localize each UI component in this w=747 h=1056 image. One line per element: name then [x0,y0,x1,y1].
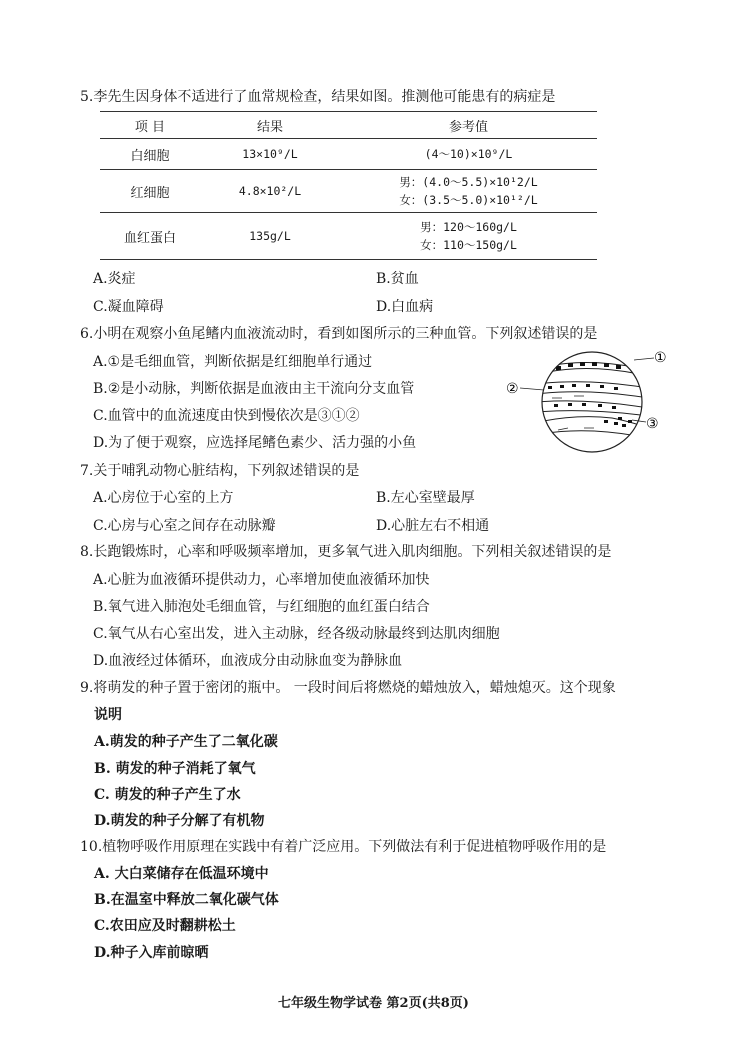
table-cell-result: 13×10⁹/L [200,139,340,170]
table-cell-item: 白细胞 [100,139,200,170]
q5-option-c: C.凝血障碍 [93,299,164,315]
q5-stem: 5.李先生因身体不适进行了血常规检查，结果如图。推测他可能患有的病症是 [80,89,556,105]
table-cell-result: 4.8×10²/L [200,170,340,213]
q9-option-c: C. 萌发的种子产生了水 [94,787,241,803]
q5-option-b: B.贫血 [376,271,419,287]
q7-option-a: A.心房位于心室的上方 [93,490,234,506]
table-cell-item: 血红蛋白 [100,213,200,260]
q7-option-d: D.心脏左右不相通 [376,518,490,534]
label-vessel-1: ① [654,350,667,366]
q8-option-a: A.心脏为血液循环提供动力，心率增加使血液循环加快 [93,572,430,588]
label-vessel-3: ③ [646,416,659,432]
blood-vessel-figure [508,348,668,456]
q9-option-a: A.萌发的种子产生了二氧化碳 [94,734,278,750]
q5-option-d: D.白血病 [376,299,434,315]
table-cell-item: 红细胞 [100,170,200,213]
table-header-item: 项 目 [100,112,200,139]
q10-option-b: B.在温室中释放二氧化碳气体 [94,892,279,908]
q7-stem: 7.关于哺乳动物心脏结构，下列叙述错误的是 [80,463,360,479]
q5-option-a: A.炎症 [93,271,136,287]
q9-stem-continued: 说明 [94,707,122,723]
label-vessel-2: ② [506,381,519,397]
ref-line-male: 男：(4.0～5.5)×10¹2/L [399,175,538,189]
q9-stem: 9.将萌发的种子置于密闭的瓶中。 一段时间后将燃烧的蜡烛放入，蜡烛熄灭。这个现象 [80,680,616,696]
ref-line-female: 女：(3.5～5.0)×10¹²/L [399,193,538,207]
table-row [100,170,597,213]
table-row [100,139,597,170]
ref-line-male: 男：120～160g/L [420,220,517,234]
table-header-result: 结果 [200,112,340,139]
q7-option-b: B.左心室壁最厚 [376,490,475,506]
table-cell-reference [340,170,597,213]
q8-option-d: D.血液经过体循环，血液成分由动脉血变为静脉血 [93,653,403,669]
table-header-row [100,112,597,139]
q6-option-b: B.②是小动脉，判断依据是血液由主干流向分支血管 [93,381,415,397]
q8-option-c: C.氧气从右心室出发，进入主动脉，经各级动脉最终到达肌肉细胞 [93,626,500,642]
q8-option-b: B.氧气进入肺泡处毛细血管，与红细胞的血红蛋白结合 [93,599,430,615]
q10-option-a: A. 大白菜储存在低温环境中 [94,866,269,882]
q10-option-d: D.种子入库前晾晒 [94,945,209,961]
q6-stem: 6.小明在观察小鱼尾鳍内血液流动时，看到如图所示的三种血管。下列叙述错误的是 [80,326,598,342]
table-cell-reference [340,139,597,170]
ref-line: (4～10)×10⁹/L [424,147,513,161]
q9-option-d: D.萌发的种子分解了有机物 [94,813,265,829]
q7-option-c: C.心房与心室之间存在动脉瓣 [93,518,276,534]
table-cell-reference [340,213,597,260]
table-row [100,213,597,260]
q10-option-c: C.农田应及时翻耕松土 [94,918,236,934]
q10-stem: 10.植物呼吸作用原理在实践中有着广泛应用。下列做法有利于促进植物呼吸作用的是 [80,839,607,855]
page-footer: 七年级生物学试卷 第2页(共8页) [278,996,469,1011]
q8-stem: 8.长跑锻炼时，心率和呼吸频率增加，更多氧气进入肌肉细胞。下列相关叙述错误的是 [80,544,612,560]
ref-line-female: 女：110～150g/L [420,238,517,252]
table-cell-result: 135g/L [200,213,340,260]
q6-option-a: A.①是毛细血管，判断依据是红细胞单行通过 [93,354,373,370]
table-header-reference: 参考值 [340,112,597,139]
q6-option-d: D.为了便于观察，应选择尾鳍色素少、活力强的小鱼 [93,435,417,451]
blood-test-table [100,111,597,260]
q9-option-b: B. 萌发的种子消耗了氧气 [94,761,256,777]
q6-option-c: C.血管中的血流速度由快到慢依次是③①② [93,408,360,424]
